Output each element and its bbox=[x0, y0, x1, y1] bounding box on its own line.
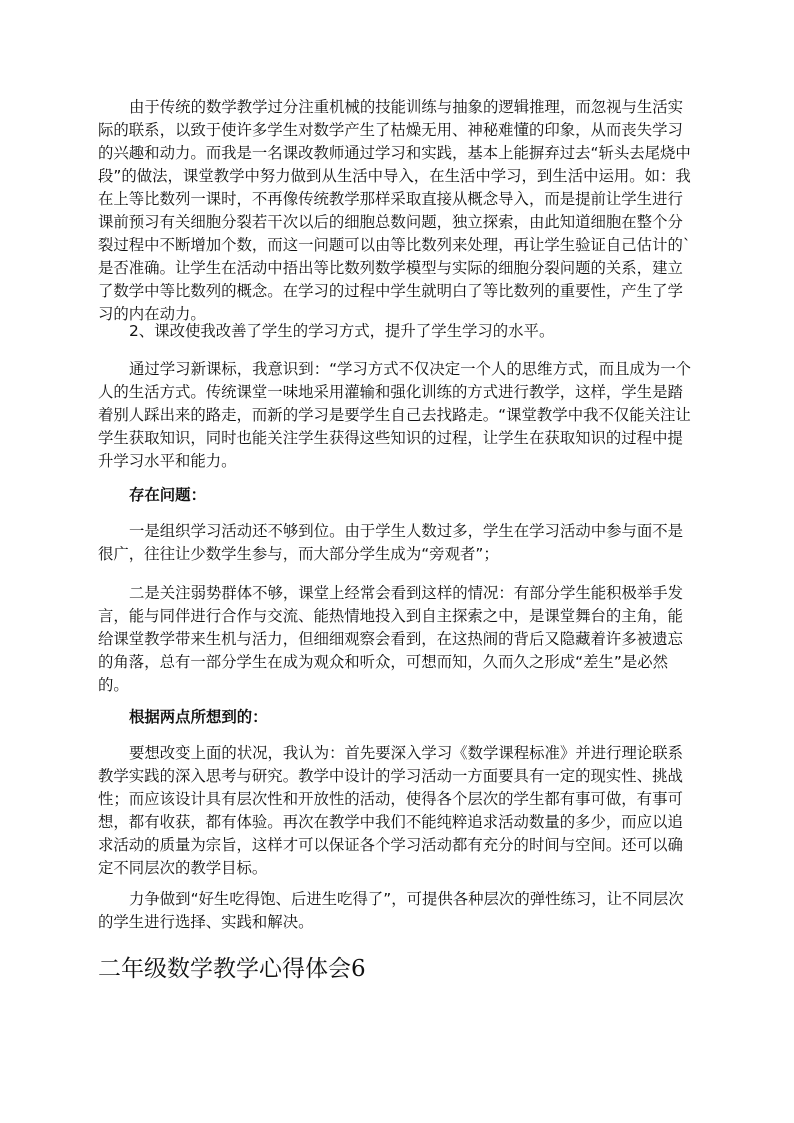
paragraph-life-connection: 由于传统的数学教学过分注重机械的技能训练与抽象的逻辑推理，而忽视与生活实际的联系，以致于使许多学生对数学产生了枯燥无用、神秘难懂的印象，从而丧失学习的兴趣和动力。而我是一名课改教师通过学习和实践，基本上能摒弃过去“斩头去尾烧中段”的做法，课堂教学中努力做到从生活中导入，在生活中学习，到生活中运用。如：我在上等比数列一课时，不再像传统教学那样采取直接从概念导入，而是提前让学生进行课前预习有关细胞分裂若干次以后的细胞总数问题，独立探索，由此知道细胞在整个分裂过程中不断增加个数，而这一问题可以由等比数列来处理，再让学生验证自己估计的`是否准确。让学生在活动中捂出等比数列数学模型与实际的细胞分裂问题的关系，建立了数学中等比数列的概念。在学习的过程中学生就明白了等比数列的重要性，产生了学习的内在动力。 bbox=[98, 98, 691, 323]
paragraph-learning-style: 通过学习新课标，我意识到：“学习方式不仅决定一个人的思维方式，而且成为一个人的生活方式。传统课堂一味地采用灌输和强化训练的方式进行教学，这样，学生是踏着别人踩出来的路走，而新的学习是要学生自己去找路走。“课堂教学中我不仅能关注让学生获取知识，同时也能关注学生获得这些知识的过程，让学生在获取知识的过程中提升学习水平和能力。 bbox=[98, 360, 692, 470]
paragraph-point-2: 2、课改使我改善了学生的学习方式，提升了学生学习的水平。 bbox=[129, 322, 555, 340]
subheading-reflections: 根据两点所想到的： bbox=[129, 708, 268, 726]
paragraph-problem-1: 一是组织学习活动还不够到位。由于学生人数过多，学生在学习活动中参与面不是很广，往往让少数学生参与，而大部分学生成为“旁观者”； bbox=[98, 522, 684, 563]
paragraph-problem-2: 二是关注弱势群体不够，课堂上经常会看到这样的情况：有部分学生能积极举手发言，能与同伴进行合作与交流、能热情地投入到自主探索之中，是课堂舞台的主角，能给课堂教学带来生机与活力，但细细观察会看到，在这热闹的背后又隐藏着许多被遗忘的角落，总有一部分学生在成为观众和听众，可想而知，久而久之形成“差生”是必然的。 bbox=[98, 584, 684, 694]
subheading-problems: 存在问题： bbox=[129, 486, 206, 504]
section-heading: 二年级数学教学心得体会6 bbox=[98, 956, 366, 982]
paragraph-exercises: 力争做到“好生吃得饱、后进生吃得了”，可提供各种层次的弹性练习，让不同层次的学生进行选择、实践和解决。 bbox=[98, 890, 684, 931]
paragraph-improvement: 要想改变上面的状况，我认为：首先要深入学习《数学课程标准》并进行理论联系教学实践的深入思考与研究。教学中设计的学习活动一方面要具有一定的现实性、挑战性；而应该设计具有层次性和开放性的活动，使得各个层次的学生都有事可做，有事可想，都有收获，都有体验。再次在教学中我们不能纯粹追求活动数量的多少，而应以追求活动的质量为宗旨，这样才可以保证各个学习活动都有充分的时间与空间。还可以确定不同层次的教学目标。 bbox=[98, 744, 684, 877]
